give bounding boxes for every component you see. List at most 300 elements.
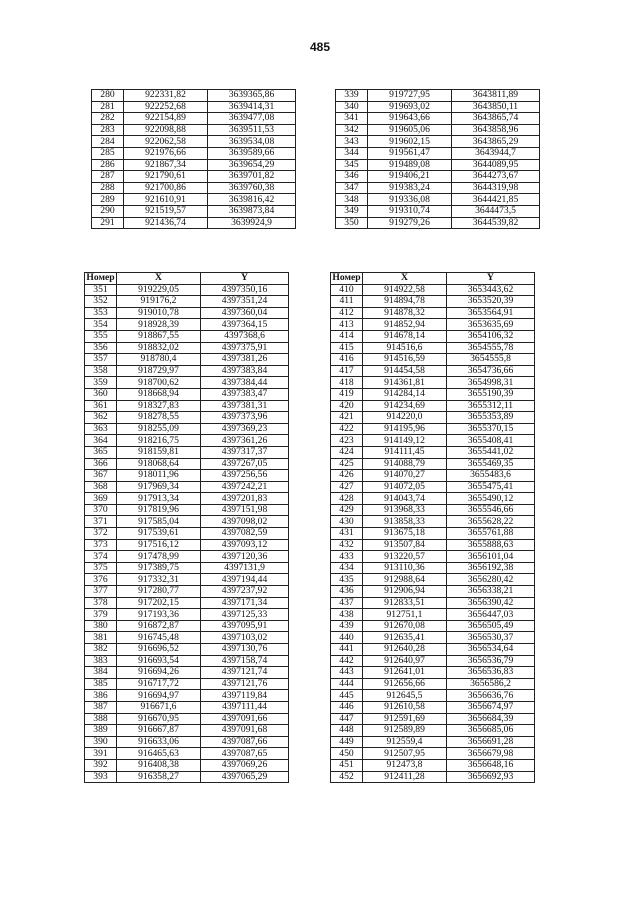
cell-number: 420 [331, 400, 363, 412]
table-row [336, 136, 540, 148]
cell-x: 918011,96 [117, 470, 201, 482]
cell-number: 284 [92, 136, 124, 148]
table-row [85, 319, 289, 331]
cell-y: 3639760,38 [208, 182, 296, 194]
table-row [92, 171, 296, 183]
cell-x: 916694,97 [117, 690, 201, 702]
cell-number: 368 [85, 481, 117, 493]
cell-x: 917202,15 [117, 597, 201, 609]
cell-x: 914894,78 [363, 296, 447, 308]
cell-x: 918255,09 [117, 423, 201, 435]
cell-y: 3643858,96 [452, 124, 540, 136]
cell-x: 919176,2 [117, 296, 201, 308]
cell-number: 379 [85, 609, 117, 621]
cell-number: 365 [85, 446, 117, 458]
cell-x: 921610,91 [124, 194, 208, 206]
cell-y: 3655761,88 [447, 528, 535, 540]
table-row [85, 586, 289, 598]
cell-y: 4397121,74 [201, 667, 289, 679]
cell-number: 392 [85, 759, 117, 771]
cell-y: 4397375,91 [201, 342, 289, 354]
cell-number: 342 [336, 124, 368, 136]
table-row [336, 194, 540, 206]
cell-y: 3654736,66 [447, 365, 535, 377]
cell-y: 4397242,21 [201, 481, 289, 493]
cell-number: 388 [85, 713, 117, 725]
table-row [331, 388, 535, 400]
cell-number: 339 [336, 90, 368, 102]
table-row [336, 182, 540, 194]
cell-y: 3656684,39 [447, 713, 535, 725]
table-row [85, 655, 289, 667]
cell-x: 912988,64 [363, 574, 447, 586]
cell-y: 3655441,02 [447, 446, 535, 458]
table-row [331, 365, 535, 377]
cell-x: 921790,61 [124, 171, 208, 183]
cell-number: 374 [85, 551, 117, 563]
cell-y: 3656692,93 [447, 771, 535, 783]
table-row [85, 377, 289, 389]
table-row [85, 609, 289, 621]
cell-x: 912751,1 [363, 609, 447, 621]
table-row [331, 713, 535, 725]
cell-x: 916633,06 [117, 736, 201, 748]
cell-y: 3639654,29 [208, 159, 296, 171]
table-row [331, 632, 535, 644]
cell-x: 914072,05 [363, 481, 447, 493]
cell-x: 912656,66 [363, 678, 447, 690]
cell-y: 3639534,08 [208, 136, 296, 148]
cell-number: 451 [331, 759, 363, 771]
cell-number: 354 [85, 319, 117, 331]
cell-x: 912610,58 [363, 701, 447, 713]
table-row [336, 90, 540, 102]
cell-x: 918327,83 [117, 400, 201, 412]
cell-y: 4397087,66 [201, 736, 289, 748]
table-row [331, 725, 535, 737]
cell-x: 917280,77 [117, 586, 201, 598]
cell-x: 917969,34 [117, 481, 201, 493]
cell-x: 917332,31 [117, 574, 201, 586]
cell-y: 3656648,16 [447, 759, 535, 771]
table-row [85, 690, 289, 702]
cell-number: 393 [85, 771, 117, 783]
cell-y: 4397384,44 [201, 377, 289, 389]
cell-y: 3655312,11 [447, 400, 535, 412]
table-row [331, 667, 535, 679]
table-row [336, 147, 540, 159]
table-row [336, 124, 540, 136]
table-row [331, 446, 535, 458]
cell-x: 912640,28 [363, 644, 447, 656]
cell-y: 3655490,12 [447, 493, 535, 505]
cell-number: 357 [85, 354, 117, 366]
cell-x: 912559,4 [363, 736, 447, 748]
cell-number: 345 [336, 159, 368, 171]
cell-x: 916745,48 [117, 632, 201, 644]
cell-y: 4397350,16 [201, 284, 289, 296]
table-row [331, 759, 535, 771]
cell-y: 3643865,74 [452, 113, 540, 125]
cell-number: 373 [85, 539, 117, 551]
cell-x: 914454,58 [363, 365, 447, 377]
table-row [85, 423, 289, 435]
cell-number: 344 [336, 147, 368, 159]
cell-x: 922098,88 [124, 124, 208, 136]
cell-x: 916408,38 [117, 759, 201, 771]
table-row [331, 771, 535, 783]
cell-x: 918729,97 [117, 365, 201, 377]
cell-number: 448 [331, 725, 363, 737]
table-row [336, 113, 540, 125]
cell-y: 4397373,96 [201, 412, 289, 424]
table-row [331, 644, 535, 656]
table-row [85, 400, 289, 412]
cell-y: 3656691,28 [447, 736, 535, 748]
cell-x: 914678,14 [363, 330, 447, 342]
cell-x: 917585,04 [117, 516, 201, 528]
table-row [331, 307, 535, 319]
table-row [85, 388, 289, 400]
cell-number: 355 [85, 330, 117, 342]
cell-y: 3656101,04 [447, 551, 535, 563]
cell-x: 912641,01 [363, 667, 447, 679]
cell-number: 436 [331, 586, 363, 598]
cell-number: 389 [85, 725, 117, 737]
cell-x: 919010,78 [117, 307, 201, 319]
table-row [331, 574, 535, 586]
cell-number: 382 [85, 644, 117, 656]
cell-y: 4397091,66 [201, 713, 289, 725]
cell-number: 385 [85, 678, 117, 690]
cell-number: 282 [92, 113, 124, 125]
cell-y: 3644539,82 [452, 217, 540, 229]
cell-number: 391 [85, 748, 117, 760]
cell-x: 918700,62 [117, 377, 201, 389]
table-row [331, 423, 535, 435]
cell-number: 380 [85, 620, 117, 632]
cell-number: 383 [85, 655, 117, 667]
cell-x: 914220,0 [363, 412, 447, 424]
cell-y: 4397194,44 [201, 574, 289, 586]
cell-x: 918068,64 [117, 458, 201, 470]
cell-x: 914070,27 [363, 470, 447, 482]
cell-x: 916667,87 [117, 725, 201, 737]
table-row [331, 609, 535, 621]
cell-number: 377 [85, 586, 117, 598]
cell-x: 921519,57 [124, 205, 208, 217]
cell-x: 917478,99 [117, 551, 201, 563]
cell-number: 435 [331, 574, 363, 586]
cell-y: 4397267,05 [201, 458, 289, 470]
cell-number: 360 [85, 388, 117, 400]
cell-number: 348 [336, 194, 368, 206]
cell-number: 369 [85, 493, 117, 505]
cell-number: 452 [331, 771, 363, 783]
cell-y: 4397201,83 [201, 493, 289, 505]
cell-x: 913675,18 [363, 528, 447, 540]
cell-number: 286 [92, 159, 124, 171]
coordinates-table-top-left [91, 89, 296, 229]
column-header-y: Y [447, 273, 535, 285]
cell-y: 4397369,23 [201, 423, 289, 435]
cell-x: 916694,26 [117, 667, 201, 679]
cell-number: 359 [85, 377, 117, 389]
cell-y: 3655469,35 [447, 458, 535, 470]
cell-y: 4397317,37 [201, 446, 289, 458]
cell-x: 919383,24 [368, 182, 452, 194]
cell-number: 341 [336, 113, 368, 125]
table-row [85, 632, 289, 644]
cell-number: 351 [85, 284, 117, 296]
cell-x: 921436,74 [124, 217, 208, 229]
cell-number: 432 [331, 539, 363, 551]
cell-y: 3639477,08 [208, 113, 296, 125]
table-row [85, 562, 289, 574]
cell-x: 913110,36 [363, 562, 447, 574]
cell-x: 919561,47 [368, 147, 452, 159]
table-row [331, 597, 535, 609]
cell-y: 3654555,8 [447, 354, 535, 366]
column-header-number: Номер [86, 272, 115, 284]
cell-y: 4397082,59 [201, 528, 289, 540]
coordinates-table-top-right [335, 89, 540, 229]
cell-x: 921700,86 [124, 182, 208, 194]
cell-x: 922154,89 [124, 113, 208, 125]
coordinates-table-bottom-left [84, 272, 289, 783]
cell-x: 919602,15 [368, 136, 452, 148]
table-row [85, 771, 289, 783]
cell-x: 919693,02 [368, 101, 452, 113]
cell-y: 4397091,68 [201, 725, 289, 737]
table-row [92, 113, 296, 125]
cell-y: 3656536,83 [447, 667, 535, 679]
table-row [331, 493, 535, 505]
cell-y: 4397087,65 [201, 748, 289, 760]
cell-x: 912411,28 [363, 771, 447, 783]
cell-y: 4397383,84 [201, 365, 289, 377]
table-row [331, 620, 535, 632]
cell-x: 917819,96 [117, 504, 201, 516]
cell-y: 4397360,04 [201, 307, 289, 319]
table-header-row [85, 273, 289, 285]
table-row [336, 171, 540, 183]
cell-x: 914516,59 [363, 354, 447, 366]
table-row [85, 516, 289, 528]
cell-number: 350 [336, 217, 368, 229]
cell-y: 3656280,42 [447, 574, 535, 586]
cell-number: 410 [331, 284, 363, 296]
cell-x: 912635,41 [363, 632, 447, 644]
cell-number: 287 [92, 171, 124, 183]
cell-number: 353 [85, 307, 117, 319]
cell-x: 912645,5 [363, 690, 447, 702]
cell-x: 918780,4 [117, 354, 201, 366]
cell-x: 916693,54 [117, 655, 201, 667]
table-row [92, 182, 296, 194]
cell-y: 3656685,06 [447, 725, 535, 737]
cell-x: 918159,81 [117, 446, 201, 458]
cell-x: 914149,12 [363, 435, 447, 447]
cell-x: 913220,57 [363, 551, 447, 563]
table-row [85, 597, 289, 609]
cell-number: 378 [85, 597, 117, 609]
cell-number: 444 [331, 678, 363, 690]
cell-y: 3656536,79 [447, 655, 535, 667]
table-row [85, 435, 289, 447]
cell-x: 914922,58 [363, 284, 447, 296]
cell-number: 431 [331, 528, 363, 540]
table-row [85, 284, 289, 296]
cell-x: 917539,61 [117, 528, 201, 540]
cell-number: 349 [336, 205, 368, 217]
table-row [331, 412, 535, 424]
cell-y: 3653564,91 [447, 307, 535, 319]
cell-number: 411 [331, 296, 363, 308]
cell-number: 447 [331, 713, 363, 725]
table-row [85, 296, 289, 308]
cell-number: 441 [331, 644, 363, 656]
table-row [85, 354, 289, 366]
cell-y: 4397121,76 [201, 678, 289, 690]
cell-x: 914284,14 [363, 388, 447, 400]
table-row [92, 101, 296, 113]
table-row [331, 690, 535, 702]
cell-number: 390 [85, 736, 117, 748]
cell-x: 914234,69 [363, 400, 447, 412]
table-row [331, 319, 535, 331]
cell-y: 3656530,37 [447, 632, 535, 644]
cell-y: 3644089,95 [452, 159, 540, 171]
cell-x: 917913,34 [117, 493, 201, 505]
cell-y: 4397111,44 [201, 701, 289, 713]
cell-y: 4397125,33 [201, 609, 289, 621]
cell-number: 285 [92, 147, 124, 159]
cell-x: 912589,89 [363, 725, 447, 737]
table-row [92, 194, 296, 206]
cell-x: 913968,33 [363, 504, 447, 516]
table-row [92, 124, 296, 136]
table-row [85, 644, 289, 656]
table-row [92, 136, 296, 148]
cell-y: 4397103,02 [201, 632, 289, 644]
cell-number: 363 [85, 423, 117, 435]
cell-number: 433 [331, 551, 363, 563]
cell-x: 914361,81 [363, 377, 447, 389]
cell-number: 423 [331, 435, 363, 447]
table-row [336, 217, 540, 229]
table-row [331, 528, 535, 540]
cell-number: 427 [331, 481, 363, 493]
cell-y: 4397131,9 [201, 562, 289, 574]
table-row [331, 377, 535, 389]
cell-x: 916358,27 [117, 771, 201, 783]
cell-number: 291 [92, 217, 124, 229]
cell-x: 919279,26 [368, 217, 452, 229]
table-row [331, 400, 535, 412]
cell-number: 449 [331, 736, 363, 748]
cell-y: 3653443,62 [447, 284, 535, 296]
cell-number: 425 [331, 458, 363, 470]
table-row [85, 713, 289, 725]
cell-y: 4397119,84 [201, 690, 289, 702]
cell-y: 4397069,26 [201, 759, 289, 771]
cell-number: 426 [331, 470, 363, 482]
table-row [85, 701, 289, 713]
cell-number: 387 [85, 701, 117, 713]
cell-x: 917389,75 [117, 562, 201, 574]
cell-x: 919489,08 [368, 159, 452, 171]
table-row [331, 748, 535, 760]
table-row [85, 365, 289, 377]
cell-number: 376 [85, 574, 117, 586]
table-row [85, 678, 289, 690]
table-header-row [331, 273, 535, 285]
cell-number: 412 [331, 307, 363, 319]
cell-number: 364 [85, 435, 117, 447]
cell-number: 372 [85, 528, 117, 540]
cell-number: 443 [331, 667, 363, 679]
cell-x: 918832,02 [117, 342, 201, 354]
cell-y: 3653635,69 [447, 319, 535, 331]
cell-y: 3655353,89 [447, 412, 535, 424]
cell-y: 3639873,84 [208, 205, 296, 217]
cell-number: 356 [85, 342, 117, 354]
cell-number: 343 [336, 136, 368, 148]
cell-number: 442 [331, 655, 363, 667]
table-row [331, 504, 535, 516]
table-row [85, 493, 289, 505]
cell-x: 922331,82 [124, 90, 208, 102]
cell-x: 919727,95 [368, 90, 452, 102]
cell-y: 3639365,86 [208, 90, 296, 102]
cell-number: 414 [331, 330, 363, 342]
cell-y: 3656390,42 [447, 597, 535, 609]
cell-number: 438 [331, 609, 363, 621]
cell-y: 4397237,92 [201, 586, 289, 598]
cell-y: 4397158,74 [201, 655, 289, 667]
cell-y: 3656338,21 [447, 586, 535, 598]
cell-y: 3643850,11 [452, 101, 540, 113]
cell-number: 362 [85, 412, 117, 424]
table-row [336, 205, 540, 217]
column-header-number: Номер [332, 272, 361, 284]
table-row [336, 159, 540, 171]
cell-number: 290 [92, 205, 124, 217]
cell-y: 3655190,39 [447, 388, 535, 400]
cell-y: 3656674,97 [447, 701, 535, 713]
cell-number: 283 [92, 124, 124, 136]
table-row [331, 284, 535, 296]
cell-x: 914111,45 [363, 446, 447, 458]
table-row [331, 516, 535, 528]
cell-x: 918668,94 [117, 388, 201, 400]
table-row [85, 458, 289, 470]
cell-x: 921867,34 [124, 159, 208, 171]
table-row [92, 217, 296, 229]
cell-y: 3656679,98 [447, 748, 535, 760]
cell-y: 4397351,24 [201, 296, 289, 308]
table-row [85, 504, 289, 516]
cell-x: 918867,55 [117, 330, 201, 342]
table-row [331, 342, 535, 354]
cell-number: 352 [85, 296, 117, 308]
cell-x: 913858,33 [363, 516, 447, 528]
cell-number: 419 [331, 388, 363, 400]
cell-y: 3655370,15 [447, 423, 535, 435]
cell-y: 4397368,6 [201, 330, 289, 342]
table-row [331, 562, 535, 574]
